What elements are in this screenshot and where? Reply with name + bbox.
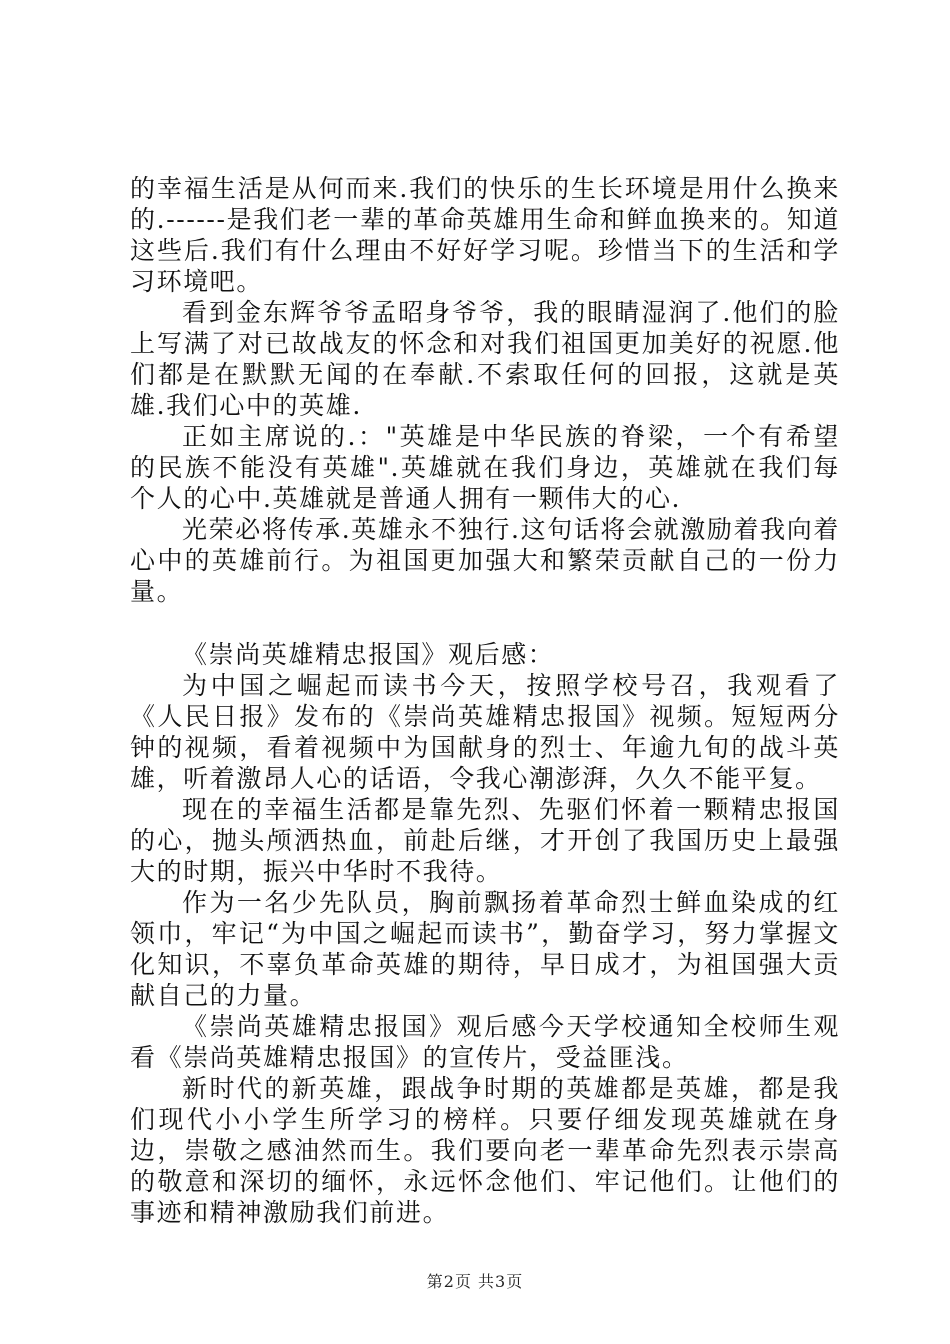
paragraph: 作为一名少先队员，胸前飘扬着革命烈士鲜血染成的红领巾，牢记“为中国之崛起而读书”，勤奋学习，努力掌握文化知识，不辜负革命英雄的期待，早日成才，为祖国强大贡献自己的力量。 <box>130 888 840 1010</box>
paragraph: 正如主席说的.："英雄是中华民族的脊梁，一个有希望的民族不能没有英雄".英雄就在我们身边，英雄就在我们每个人的心中.英雄就是普通人拥有一颗伟大的心. <box>130 422 840 513</box>
paragraph: 现在的幸福生活都是靠先烈、先驱们怀着一颗精忠报国的心，抛头颅洒热血，前赴后继，才开创了我国历史上最强大的时期，振兴中华时不我待。 <box>130 795 840 886</box>
paragraph: 光荣必将传承.英雄永不独行.这句话将会就激励着我向着心中的英雄前行。为祖国更加强大和繁荣贡献自己的一份力量。 <box>130 515 840 606</box>
page-number-footer: 第2页 共3页 <box>426 1272 524 1291</box>
section-title: 《崇尚英雄精忠报国》观后感： <box>182 640 555 669</box>
paragraph-spacer <box>130 607 840 639</box>
paragraph-continuation: 的幸福生活是从何而来.我们的快乐的生长环境是用什么换来的.------是我们老一辈的革命英雄用生命和鲜血换来的。知道这些后.我们有什么理由不好好学习呢。珍惜当下的生活和学习环境吧。 <box>130 174 840 296</box>
paragraph: 新时代的新英雄，跟战争时期的英雄都是英雄，都是我们现代小小学生所学习的榜样。只要仔细发现英雄就在身边，崇敬之感油然而生。我们要向老一辈革命先烈表示崇高的敬意和深切的缅怀，永远怀念他们、牢记他们。让他们的事迹和精神激励我们前进。 <box>130 1074 840 1227</box>
paragraph: 《崇尚英雄精忠报国》观后感今天学校通知全校师生观看《崇尚英雄精忠报国》的宣传片，受益匪浅。 <box>130 1012 840 1072</box>
paragraph: 为中国之崛起而读书今天，按照学校号召，我观看了《人民日报》发布的《崇尚英雄精忠报国》视频。短短两分钟的视频，看着视频中为国献身的烈士、年逾九旬的战斗英雄，听着激昂人心的话语，令我心潮澎湃，久久不能平复。 <box>130 671 840 793</box>
document-body <box>130 173 840 1228</box>
paragraph: 看到金东辉爷爷孟昭身爷爷，我的眼睛湿润了.他们的脸上写满了对已故战友的怀念和对我们祖国更加美好的祝愿.他们都是在默默无闻的在奉献.不索取任何的回报，这就是英雄.我们心中的英雄. <box>130 298 840 420</box>
